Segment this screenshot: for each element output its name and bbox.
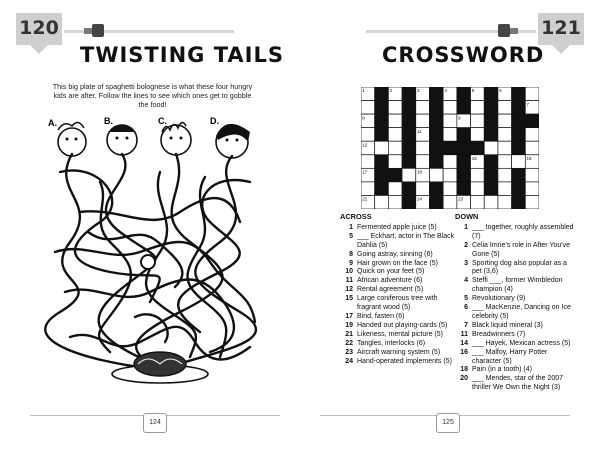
usb-plug-icon — [84, 22, 106, 39]
grid-cell — [498, 114, 512, 128]
clue-text: Celia Imrie's role in After You've Gone (5) — [472, 241, 570, 258]
grid-cell-black — [375, 155, 389, 169]
grid-number: 23 — [458, 196, 464, 202]
grid-number: 2 — [389, 88, 393, 94]
clue-number: 15 — [345, 295, 353, 303]
grid-number: 11 — [416, 128, 422, 134]
down-clues — [455, 213, 575, 393]
footer-page-number: 125 — [436, 413, 460, 433]
across-clue — [340, 251, 456, 260]
grid-cell — [471, 101, 485, 115]
grid-cell — [484, 141, 498, 155]
clue-text: ___ Malfoy, Harry Potter character (5) — [472, 348, 548, 365]
clue-number: 23 — [345, 348, 353, 356]
grid-number: 12 — [362, 142, 368, 148]
grid-cell — [416, 114, 430, 128]
clue-text: ___ MacKenzie, Dancing on Ice celebrity (5) — [472, 304, 571, 320]
kid-label-d: D. — [210, 116, 219, 126]
grid-cell — [388, 101, 402, 115]
grid-number: 8 — [362, 115, 365, 121]
grid-number: 18 — [416, 169, 423, 175]
down-heading: DOWN — [455, 212, 479, 221]
across-heading: ACROSS — [340, 212, 372, 221]
grid-cell — [498, 182, 512, 196]
across-clue — [340, 260, 456, 269]
grid-cell — [484, 195, 498, 209]
clue-number: 18 — [460, 366, 468, 374]
clue-number: 1 — [464, 223, 468, 231]
grid-cell — [443, 195, 457, 209]
page-number-badge — [16, 13, 62, 45]
grid-cell-black — [512, 168, 526, 182]
clue-text: Aircraft warning system (5) — [357, 348, 441, 356]
grid-cell-black — [525, 114, 539, 128]
grid-cell — [361, 128, 375, 142]
clue-number: 16 — [460, 348, 468, 356]
grid-cell — [402, 168, 416, 182]
grid-cell — [471, 182, 485, 196]
clue-text: ___ together, roughly assembled (7) — [472, 223, 574, 240]
across-clue — [340, 313, 456, 322]
grid-cell-black — [457, 141, 471, 155]
clue-number: 11 — [460, 330, 468, 338]
clue-text: Steffi ___, former Wimbledon champion (4) — [472, 277, 563, 294]
clue-number: 1 — [349, 223, 353, 231]
clue-text: Going astray, sinning (6) — [357, 250, 433, 258]
clue-number: 5 — [464, 295, 468, 303]
grid-cell — [375, 195, 389, 209]
grid-cell — [416, 141, 430, 155]
grid-cell-black — [375, 168, 389, 182]
footer-page-number: 124 — [143, 413, 167, 433]
right-page — [300, 0, 600, 463]
page-number: 121 — [541, 17, 581, 39]
clue-text: ___ Eckhart, actor in The Black Dahlia (5) — [357, 232, 455, 249]
grid-cell — [443, 168, 457, 182]
clue-text: Fermented apple juice (5) — [357, 223, 437, 231]
page-number-badge — [538, 13, 584, 45]
grid-cell — [361, 101, 375, 115]
grid-cell-black — [429, 128, 443, 142]
grid-cell — [471, 114, 485, 128]
clue-number: 11 — [345, 277, 353, 285]
grid-cell — [525, 182, 539, 196]
kid-b — [104, 116, 137, 155]
grid-cell — [429, 168, 443, 182]
grid-cell-black — [402, 101, 416, 115]
grid-cell — [471, 128, 485, 142]
grid-cell-black — [429, 101, 443, 115]
grid-number: 7 — [526, 101, 530, 107]
kid-faces — [48, 116, 250, 158]
grid-cell — [443, 155, 457, 169]
grid-number: 19 — [485, 169, 491, 175]
grid-cell — [525, 87, 539, 101]
grid-cell — [388, 114, 402, 128]
down-clue — [455, 322, 575, 331]
clue-text: Sporting dog also popular as a pet (3,6) — [472, 259, 567, 276]
page-title: CROSSWORD — [382, 43, 545, 67]
grid-cell — [443, 114, 457, 128]
grid-cell — [388, 195, 402, 209]
grid-cell — [498, 168, 512, 182]
clue-text: Likeness, mental picture (5) — [357, 330, 443, 338]
across-clue — [340, 277, 456, 286]
clue-number: 4 — [464, 277, 468, 285]
clue-text: ___ Hayek, Mexican actress (5) — [472, 339, 571, 347]
grid-cell — [525, 128, 539, 142]
grid-cell — [388, 128, 402, 142]
across-clue — [340, 322, 456, 331]
grid-cell-black — [429, 114, 443, 128]
kid-label-a: A. — [48, 118, 57, 128]
grid-cell-black — [402, 182, 416, 196]
down-clue — [455, 295, 575, 304]
across-clues — [340, 213, 456, 366]
grid-cell-black — [484, 114, 498, 128]
clue-text: Black liquid mineral (3) — [472, 321, 543, 329]
clue-number: 14 — [460, 339, 468, 347]
grid-number: 6 — [499, 88, 502, 94]
grid-number: 4 — [444, 88, 447, 94]
kid-a — [48, 118, 86, 156]
clue-number: 24 — [345, 357, 353, 365]
grid-number: 14 — [403, 155, 409, 161]
clue-text: Handed out playing-cards (5) — [357, 321, 448, 329]
grid-cell-black — [457, 101, 471, 115]
clue-text: Revolutionary (9) — [472, 295, 526, 303]
clue-text: Hair grown on the face (5) — [357, 259, 438, 267]
down-clue — [455, 304, 575, 322]
across-clue — [340, 295, 456, 313]
grid-cell — [388, 141, 402, 155]
down-clue — [455, 331, 575, 340]
clue-text: Large coniferous tree with fragrant wood (5) — [357, 295, 438, 312]
grid-cell-black — [457, 182, 471, 196]
clue-number: 12 — [345, 286, 353, 294]
grid-cell-black — [512, 101, 526, 115]
grid-cell-black — [512, 128, 526, 142]
across-clue — [340, 349, 456, 358]
across-clue — [340, 340, 456, 349]
down-clue — [455, 340, 575, 349]
grid-number: 21 — [512, 183, 518, 189]
across-clue — [340, 268, 456, 277]
clue-text: Pain (in a tooth) (4) — [472, 366, 532, 374]
grid-cell-black — [375, 182, 389, 196]
across-clue — [340, 358, 456, 367]
page-title: TWISTING TAILS — [80, 43, 284, 67]
grid-number: 22 — [362, 196, 368, 202]
clue-number: 6 — [464, 304, 468, 312]
grid-cell-black — [429, 155, 443, 169]
grid-number: 15 — [471, 155, 477, 161]
down-clue — [455, 375, 575, 393]
grid-cell-black — [375, 101, 389, 115]
grid-cell — [443, 101, 457, 115]
clue-number: 17 — [345, 312, 353, 320]
clue-text: African adventure (6) — [357, 277, 423, 285]
grid-number: 16 — [526, 155, 532, 161]
grid-cell-black — [402, 114, 416, 128]
kid-d — [210, 116, 250, 158]
grid-cell-black — [484, 128, 498, 142]
grid-cell-black — [484, 182, 498, 196]
clue-number: 19 — [345, 321, 353, 329]
grid-cell-black — [429, 141, 443, 155]
down-clue — [455, 242, 575, 260]
grid-number: 17 — [362, 169, 368, 175]
grid-number: 5 — [471, 88, 475, 94]
grid-number: 3 — [416, 88, 420, 94]
spaghetti-plate — [112, 352, 208, 383]
kid-label-b: B. — [104, 116, 113, 126]
grid-cell — [388, 182, 402, 196]
grid-cell — [498, 155, 512, 169]
grid-cell — [525, 195, 539, 209]
grid-cell-black — [375, 114, 389, 128]
grid-number: 9 — [458, 115, 461, 121]
grid-cell-black — [443, 141, 457, 155]
clue-number: 20 — [460, 375, 468, 383]
clue-number: 21 — [345, 330, 353, 338]
grid-cell-black — [457, 155, 471, 169]
grid-cell-black — [375, 128, 389, 142]
clue-number: 8 — [349, 250, 353, 258]
kid-c — [158, 116, 191, 155]
grid-cell — [512, 155, 526, 169]
grid-cell-black — [512, 195, 526, 209]
grid-cell — [361, 182, 375, 196]
grid-cell-black — [429, 87, 443, 101]
clue-text: Breadwinners (7) — [472, 330, 526, 338]
clue-number: 7 — [464, 321, 468, 329]
intro-text: This big plate of spaghetti bolognese is what these four hungry kids are after. Follow the lines to see which ones get to gobble the food! — [52, 82, 253, 109]
grid-cell — [471, 168, 485, 182]
clue-number: 10 — [345, 268, 353, 276]
grid-cell — [498, 128, 512, 142]
grid-cell — [443, 128, 457, 142]
down-clue — [455, 349, 575, 367]
clue-text: Hand-operated implements (5) — [357, 357, 452, 365]
grid-cell-black — [402, 195, 416, 209]
grid-cell-black — [402, 141, 416, 155]
across-clue — [340, 233, 456, 251]
page-number: 120 — [19, 17, 59, 39]
clue-number: 5 — [349, 232, 353, 240]
clue-text: Bind, fasten (6) — [357, 312, 405, 320]
crossword-grid — [361, 87, 539, 209]
kid-label-c: C. — [158, 116, 167, 126]
clue-text: ___ Mendes, star of the 2007 thriller We Own the Night (3) — [472, 375, 564, 392]
grid-cell-black — [402, 128, 416, 142]
clue-number: 22 — [345, 339, 353, 347]
across-clue — [340, 331, 456, 340]
down-clue — [455, 366, 575, 375]
grid-cell-black — [375, 87, 389, 101]
grid-cell-black — [484, 155, 498, 169]
grid-cell-black — [457, 168, 471, 182]
grid-number: 10 — [512, 115, 518, 121]
across-clue — [340, 224, 456, 233]
across-clue — [340, 286, 456, 295]
grid-cell — [498, 195, 512, 209]
usb-plug-icon — [496, 22, 518, 39]
grid-cell-black — [429, 195, 443, 209]
grid-number: 1 — [362, 88, 365, 94]
grid-cell — [525, 141, 539, 155]
grid-cell — [471, 195, 485, 209]
grid-number: 20 — [430, 183, 436, 189]
grid-cell-black — [484, 101, 498, 115]
clue-number: 9 — [349, 259, 353, 267]
spaghetti-maze — [40, 112, 270, 392]
grid-cell-black — [457, 128, 471, 142]
clue-number: 3 — [464, 259, 468, 267]
grid-cell-black — [512, 87, 526, 101]
grid-cell-black — [402, 87, 416, 101]
grid-cell-black — [484, 87, 498, 101]
grid-cell — [388, 155, 402, 169]
grid-number: 24 — [416, 196, 423, 202]
grid-cell — [416, 101, 430, 115]
clue-text: Quick on your feet (5) — [357, 268, 425, 276]
grid-cell — [525, 168, 539, 182]
down-clue — [455, 260, 575, 278]
grid-cell-black — [457, 87, 471, 101]
grid-cell — [498, 141, 512, 155]
grid-cell — [498, 101, 512, 115]
grid-cell — [375, 141, 389, 155]
grid-number: 13 — [471, 142, 477, 148]
down-clue — [455, 277, 575, 295]
grid-cell — [361, 155, 375, 169]
meatball — [141, 255, 155, 269]
grid-cell — [443, 182, 457, 196]
grid-cell-black — [388, 168, 402, 182]
grid-cell — [416, 182, 430, 196]
clue-number: 2 — [464, 241, 468, 249]
clue-text: Tangles, interlocks (6) — [357, 339, 426, 347]
grid-cell — [416, 155, 430, 169]
down-clue — [455, 224, 575, 242]
clue-text: Rental agreement (5) — [357, 286, 424, 294]
grid-cell-black — [512, 141, 526, 155]
